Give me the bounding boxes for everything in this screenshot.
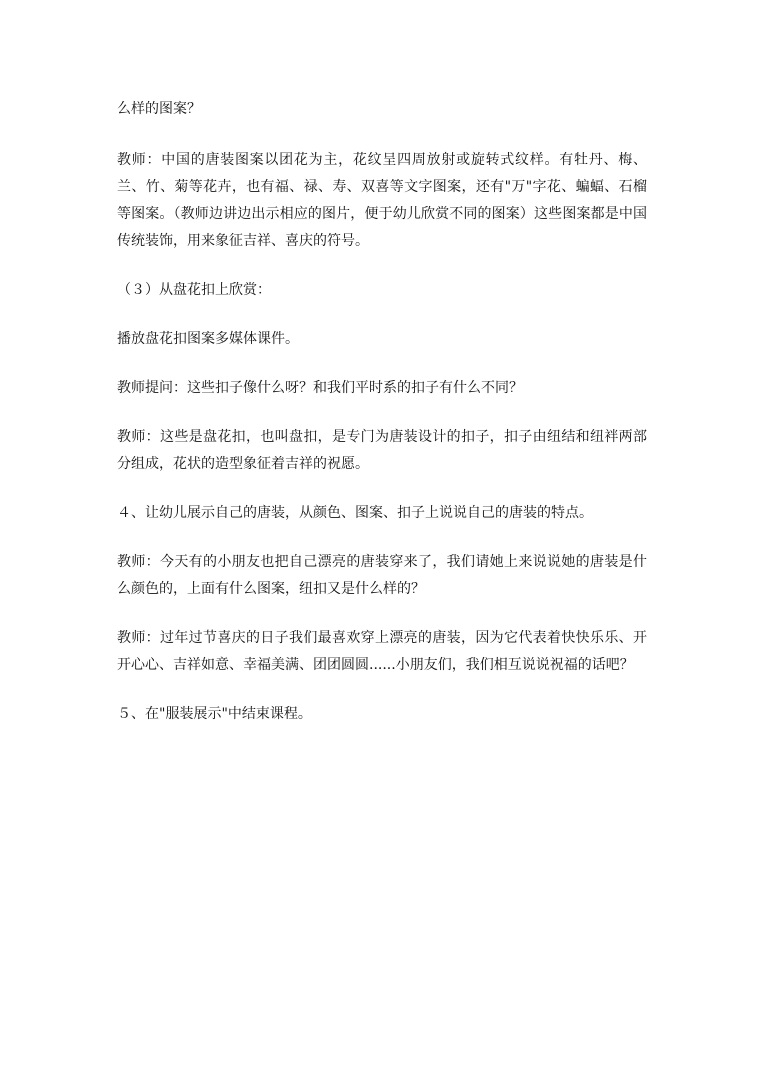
paragraph-teacher-invite: 教师：今天有的小朋友也把自己漂亮的唐装穿来了，我们请她上来说说她的唐装是什么颜色的，上面有什么图案，纽扣又是什么样的？ <box>117 554 647 597</box>
paragraph-section-heading-knot-buttons: （３）从盘花扣上欣赏： <box>117 282 271 298</box>
paragraph-pattern-description: 教师：中国的唐装图案以团花为主，花纹呈四周放射或旋转式纹样。有牡丹、梅、兰、竹、菊等花卉，也有福、禄、寿、双喜等文字图案，还有"万"字花、蝙蝠、石榴等图案。（教师边讲边出示相应的图片，便于幼儿欣赏不同的图案）这些图案都是中国传统装饰，用来象征吉祥、喜庆的符号。 <box>117 152 647 249</box>
paragraph-continuation: 么样的图案？ <box>117 101 201 117</box>
document-body <box>117 96 647 750</box>
paragraph-knot-button-explanation: 教师：这些是盘花扣，也叫盘扣，是专门为唐装设计的扣子，扣子由纽结和纽袢两部分组成，花状的造型象征着吉祥的祝愿。 <box>117 429 647 472</box>
paragraph-play-courseware: 播放盘花扣图案多媒体课件。 <box>117 331 299 347</box>
paragraph-step-4: ４、让幼儿展示自己的唐装，从颜色、图案、扣子上说说自己的唐装的特点。 <box>117 505 593 521</box>
paragraph-teacher-blessing: 教师：过年过节喜庆的日子我们最喜欢穿上漂亮的唐装，因为它代表着快快乐乐、开开心心、吉祥如意、幸福美满、团团圆圆......小朋友们，我们相互说说祝福的话吧？ <box>117 630 647 673</box>
paragraph-step-5: ５、在"服装展示"中结束课程。 <box>117 706 312 722</box>
paragraph-teacher-question: 教师提问：这些扣子像什么呀？和我们平时系的扣子有什么不同？ <box>117 380 523 396</box>
